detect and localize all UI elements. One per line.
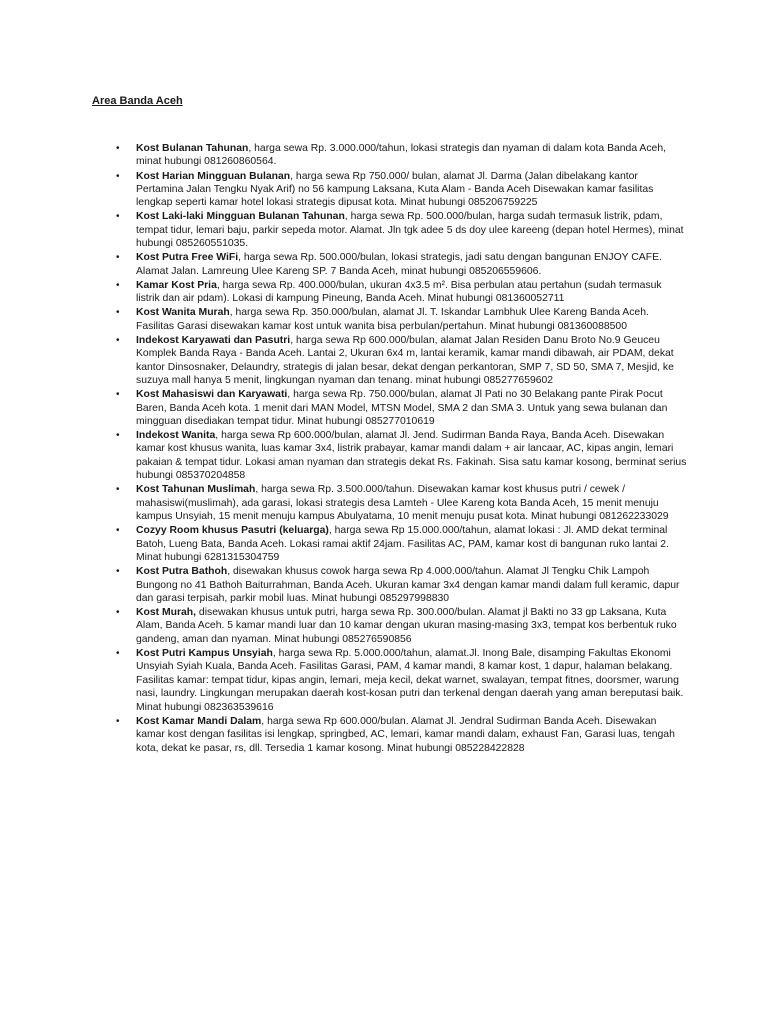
list-item — [0, 565, 688, 605]
listing-description: , harga sewa Rp 15.000.000/tahun, alamat lokasi : Jl. AMD dekat terminal Batoh, Lueng Bata, Banda Aceh. Lokasi ramai aktif 24jam. Fasilitas AC, PAM, kamar kost di bangunan ruko lantai 2. Minat hubungi 6281315304759 — [136, 525, 669, 564]
list-item — [0, 210, 688, 250]
listing-description: , harga sewa Rp 750.000/ bulan, alamat Jl. Darma (Jalan dibelakang kantor Pertamina Jalan Tengku Nyak Arif) no 56 kampung Laksana, Kuta Alam - Banda Aceh Disewakan kamar fasilitas lengkap seperti kamar hotel lokasi strategis dipusat kota. Minat hubungi 085206759225 — [136, 170, 654, 209]
listing-description: , harga sewa Rp. 750.000/bulan, alamat Jl Pati no 30 Belakang pante Pirak Pocut Baren, Banda Aceh kota. 1 menit dari MAN Model, MTSN Model, SMA 2 dan SMA 3. Untuk yang sewa bulanan dan mingguan disediakan tempat tidur. Minat hubungi 085277010619 — [136, 389, 668, 427]
bullet-icon: • — [116, 715, 120, 727]
listing-title: Kost Laki-laki Mingguan Bulanan Tahunan — [136, 211, 345, 223]
listing-title: Kost Putra Bathoh — [136, 566, 228, 578]
list-item — [0, 142, 688, 169]
bullet-icon: • — [116, 389, 120, 401]
list-item — [0, 279, 688, 306]
bullet-icon: • — [116, 252, 120, 264]
list-item — [0, 715, 688, 755]
listing-description: , harga sewa Rp 600.000/bulan, alamat Jalan Residen Danu Broto No.9 Geuceu Komplek Banda Raya - Banda Aceh. Lantai 2, Ukuran 6x4 m, lantai keramik, kamar mandi dibawah, air PDAM, dekat kantor Dinsosnaker, Delaundry, strategis di jalan besar, dekat dengan perkantoran, SMP 7, SD 50, SMA 7, Mesjid, ke suzuya mall hanya 5 menit, lingkungan nyaman dan tenang. minat hubungi 085277659602 — [136, 334, 674, 387]
list-item — [0, 606, 688, 646]
list-item — [0, 388, 688, 428]
bullet-icon: • — [116, 334, 120, 346]
bullet-icon: • — [116, 279, 120, 291]
bullet-icon: • — [116, 647, 120, 659]
bullet-icon: • — [116, 525, 120, 537]
listing-title: Cozyy Room khusus Pasutri (keluarga) — [136, 525, 329, 537]
listing-description: , harga sewa Rp. 5.000.000/tahun, alamat.Jl. Inong Bale, disamping Fakultas Ekonomi Unsyiah Syiah Kuala, Banda Aceh. Fasilitas Garasi, PAM, 4 kamar mandi, 8 kamar kost, 1 dapur, halaman belakang. Fasilitas kamar: tempat tidur, kipas angin, lemari, meja kecil, dekat warnet, swalayan, tempat fitnes, doorsmer, warung nasi, laundry. Lingkungan merupakan daerah kost-kosan putri dan terkenal dengan daerah yang aman bereputasi baik. Minat hubungi 082363539616 — [136, 647, 684, 713]
listing-title: Kost Wanita Murah — [136, 307, 230, 319]
list-item — [0, 334, 688, 388]
listing-description: , harga sewa Rp. 3.000.000/tahun, lokasi strategis dan nyaman di dalam kota Banda Aceh, minat hubungi 081260860564. — [136, 143, 666, 168]
list-item — [0, 429, 688, 483]
listing-description: , harga sewa Rp. 500.000/bulan, harga sudah termasuk listrik, pdam, tempat tidur, lemari baju, parkir sepeda motor. Alamat. Jln tgk adee 5 ds doy ulee kareeng (depan hotel Hermes), minat hubungi 085260551035. — [136, 211, 684, 250]
list-item — [0, 170, 688, 210]
listing-title: Indekost Karyawati dan Pasutri — [136, 334, 291, 346]
listing-description: , harga sewa Rp 600.000/bulan. Alamat Jl. Jendral Sudirman Banda Aceh. Disewakan kamar kost dengan fasilitas isi lengkap, springbed, AC, lemari, kamar mandi dalam, exhaust Fan, Garasi luas, tengah kota, dekat ke pasar, rs, dll. Tersedia 1 kamar kosong. Minat hubungi 085228422828 — [136, 715, 675, 754]
listing-title: Kost Putra Free WiFi — [136, 252, 239, 264]
list-item — [0, 647, 688, 714]
listing-description: disewakan khusus untuk putri, harga sewa Rp. 300.000/bulan. Alamat jl Bakti no 33 gp Laksana, Kuta Alam, Banda Aceh. 5 kamar mandi luar dan 10 kamar dengan ukuran masing-masing 3x3, tempat kos berbentuk ruko gandeng, aman dan nyaman. Minat hubungi 085276590856 — [136, 607, 677, 645]
bullet-icon: • — [116, 307, 120, 319]
listing-title: Indekost Wanita — [136, 430, 216, 442]
list-item — [0, 251, 688, 278]
bullet-icon: • — [116, 484, 120, 496]
listing-title: Kost Kamar Mandi Dalam — [136, 715, 262, 727]
listing-description: , harga sewa Rp. 350.000/bulan, alamat Jl. T. Iskandar Lambhuk Ulee Kareng Banda Aceh. Fasilitas Garasi disewakan kamar kost untuk wanita bisa perbulan/pertahun. Minat hubungi 081360088500 — [136, 307, 649, 332]
section-heading: Area Banda Aceh — [92, 95, 183, 107]
list-item — [0, 306, 688, 333]
kost-listing-list — [0, 142, 768, 756]
listing-title: Kost Putri Kampus Unsyiah — [136, 647, 273, 659]
bullet-icon: • — [116, 143, 120, 154]
listing-title: Kost Tahunan Muslimah — [136, 484, 256, 496]
bullet-icon: • — [116, 170, 120, 182]
listing-title: Kost Harian Mingguan Bulanan — [136, 170, 291, 182]
list-item — [0, 483, 688, 523]
bullet-icon: • — [116, 607, 120, 619]
listing-title: Kost Bulanan Tahunan — [136, 143, 249, 154]
listing-description: , harga sewa Rp. 3.500.000/tahun. Disewakan kamar kost khusus putri / cewek / mahasiswi(muslimah), ada garasi, lokasi strategis desa Lamteh - Ulee Kareng kota Banda Aceh, 15 menit menuju kampus Unsyiah, 15 menit menuju kampus Abulyatama, 10 menit menuju pusat kota. Minat hubungi 081262233029 — [136, 484, 669, 523]
bullet-icon: • — [116, 211, 120, 223]
listing-description: , disewakan khusus cowok harga sewa Rp 4.000.000/tahun. Alamat Jl Tengku Chik Lampoh Bungong no 41 Bathoh Baiturrahman, Banda Aceh. Ukuran kamar 3x4 dengan kamar mandi dalam full keramic, dapur dan garasi terpisah, parkir mobil luas. Minat hubungi 085297998830 — [136, 566, 680, 604]
listing-title: Kamar Kost Pria — [136, 279, 217, 291]
listing-title: Kost Murah, — [136, 607, 197, 619]
bullet-icon: • — [116, 566, 120, 578]
listing-description: , harga sewa Rp. 500.000/bulan, lokasi strategis, jadi satu dengan bangunan ENJOY CAFE. Alamat Jalan. Lamreung Ulee Kareng SP. 7 Banda Aceh, minat hubungi 085206559606. — [136, 252, 662, 277]
listing-description: , harga sewa Rp 600.000/bulan, alamat Jl. Jend. Sudirman Banda Raya, Banda Aceh. Disewakan kamar kost khusus wanita, luas kamar 3x4, listrik prabayar, kamar mandi dalam + air lancaar, AC, kipas angin, lemari pakaian & tempat tidur. Lokasi aman nyaman dan strategis dekat Rs. Fakinah. Sisa satu kamar kosong, berminat serius hubungi 085370204858 — [136, 430, 687, 482]
bullet-icon: • — [116, 430, 120, 442]
listing-description: , harga sewa Rp. 400.000/bulan, ukuran 4x3.5 m². Bisa perbulan atau pertahun (sudah termasuk listrik dan air pdam). Lokasi di kampung Pineung, Banda Aceh. Minat hubungi 081360052711 — [136, 279, 662, 305]
listing-title: Kost Mahasiswi dan Karyawati — [136, 389, 288, 401]
list-item — [0, 524, 688, 564]
